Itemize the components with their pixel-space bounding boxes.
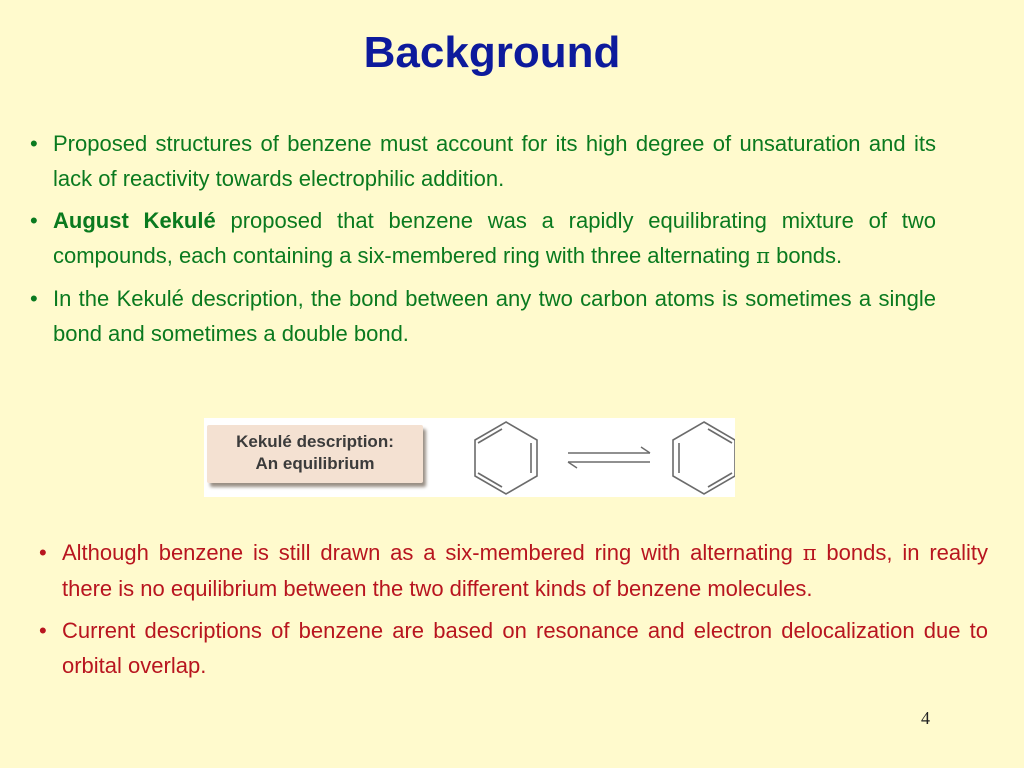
- top-bullet-list: [28, 126, 936, 358]
- kekule-label-line1: Kekulé description:: [236, 432, 394, 451]
- equilibrium-arrows: [568, 447, 650, 468]
- benzene-ring-left: [475, 422, 537, 494]
- bullet-text: proposed that benzene was a rapidly equilibrating mixture of two compounds, each containing a six-membered ring with three alternating: [53, 208, 936, 268]
- benzene-structures: [204, 418, 735, 497]
- bullet-item: [28, 126, 936, 196]
- bullet-item: [28, 203, 936, 274]
- slide-title: Background: [363, 28, 621, 77]
- bullet-text-end: bonds, in reality there is no equilibrium between the two different kinds of benzene molecules.: [62, 540, 988, 601]
- bullet-text-end: bonds.: [769, 243, 843, 268]
- pi-symbol: π: [802, 541, 817, 565]
- page-number: 4: [921, 708, 930, 728]
- kekule-equilibrium-figure: [204, 418, 735, 497]
- bullet-item: [37, 535, 988, 606]
- bottom-bullet-list: [37, 535, 988, 690]
- bullet-text: Proposed structures of benzene must account for its high degree of unsaturation and its lack of reactivity towards electrophilic addition.: [53, 131, 936, 191]
- kekule-name: August Kekulé: [53, 208, 216, 233]
- bullet-item: [37, 613, 988, 683]
- pi-symbol: π: [756, 244, 770, 268]
- bullet-text: Although benzene is still drawn as a six-membered ring with alternating: [62, 540, 803, 565]
- benzene-ring-right: [673, 422, 735, 494]
- bullet-item: [28, 281, 936, 351]
- bullet-text: In the Kekulé description, the bond between any two carbon atoms is sometimes a single bond and sometimes a double bond.: [53, 286, 936, 346]
- bullet-text: Current descriptions of benzene are based on resonance and electron delocalization due to orbital overlap.: [62, 618, 988, 678]
- kekule-label-line2: An equilibrium: [255, 454, 375, 473]
